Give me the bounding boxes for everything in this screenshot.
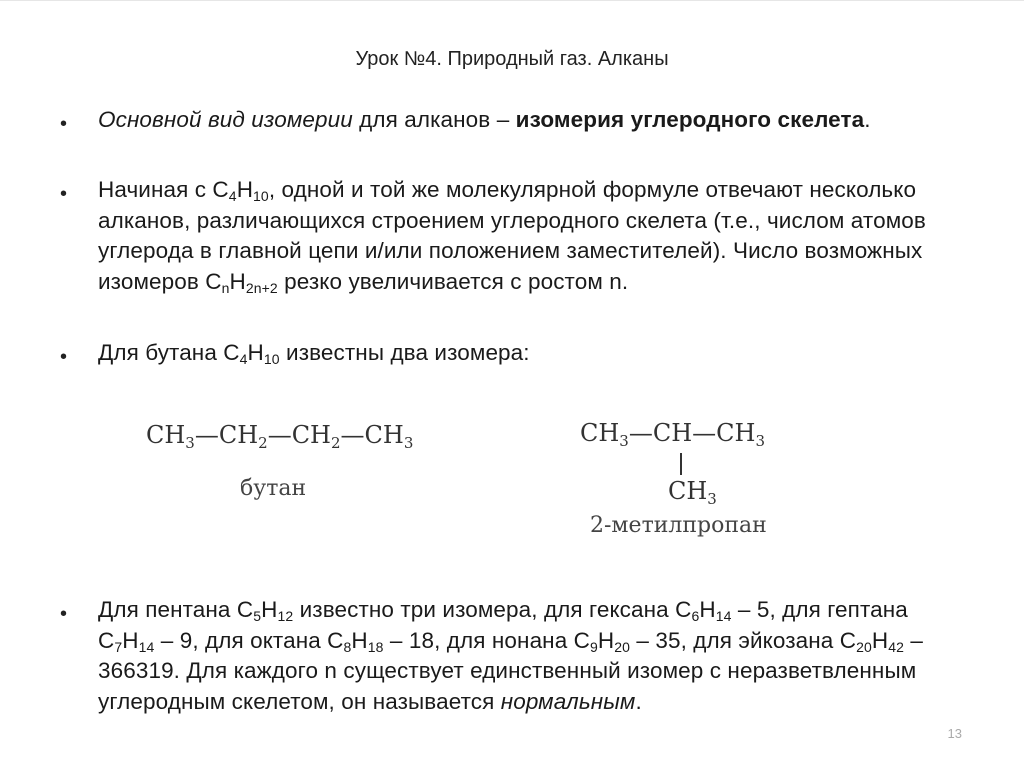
subscript: n (221, 279, 230, 296)
page-number: 13 (947, 726, 962, 741)
isobutane-label: 2-метилпропан (590, 513, 767, 538)
subscript: 18 (367, 638, 384, 655)
subscript: 6 (691, 608, 700, 624)
subscript: 10 (263, 351, 280, 367)
single-bond: — (267, 421, 292, 449)
butane-label: бутан (240, 476, 307, 501)
bullet-paragraph-2 (98, 175, 928, 297)
text-run: для алканов – (352, 107, 516, 132)
text-run: H (236, 177, 254, 202)
single-bond: — (194, 421, 219, 449)
subscript: 12 (277, 608, 294, 624)
subscript: 14 (138, 638, 155, 655)
bullet-marker-4: • (60, 603, 68, 625)
single-bond: — (692, 419, 717, 447)
subscript: 5 (253, 608, 262, 624)
text-run: . (864, 107, 871, 132)
subscript: 20 (856, 638, 872, 655)
ch3-group: CH (364, 421, 404, 449)
text-run: – 366319. Для каждого n существует единственный изомер с неразветвленным углеродным скелетом, он называется (98, 627, 923, 714)
text-run: резко увеличивается с ростом n. (277, 268, 629, 294)
text-run: – 5, для гептана C (98, 597, 908, 653)
subscript: 20 (614, 638, 631, 655)
subscript: 8 (343, 638, 352, 655)
subscript: 7 (114, 638, 123, 655)
bullet-paragraph-1 (98, 105, 928, 136)
isobutane-main-chain (580, 419, 765, 450)
text-run: – 9, для октана C (154, 627, 344, 653)
italic-phrase: Основной вид изомерии (98, 107, 353, 132)
text-run: H (247, 340, 264, 365)
subscript: 10 (253, 188, 269, 204)
ch2-group: CH (218, 421, 259, 449)
ch3-group: CH (668, 477, 708, 505)
subscript: 3 (755, 432, 765, 450)
text-run: H (261, 597, 278, 622)
slide-title: Урок №4. Природный газ. Алканы (355, 48, 669, 70)
single-bond: — (628, 419, 653, 447)
single-bond: — (340, 421, 365, 449)
subscript: 2 (330, 434, 341, 452)
text-run: H (597, 627, 615, 653)
vertical-bond (680, 453, 682, 475)
text-run: известны два изомера: (279, 340, 530, 365)
text-run: , одной и той же молекулярной формуле отвечают несколько алканов, различающихся строением углеродного скелета (т.е., числом атомов углерода в главной цепи и/или положением заместителей). Число возможных изомеров C (98, 177, 926, 294)
text-run: известно три изомера, для гексана C (293, 597, 692, 622)
italic-phrase: нормальным (500, 688, 636, 714)
butane-structural-formula (146, 421, 414, 452)
text-run: – 18, для нонана C (383, 627, 591, 653)
bullet-marker-3: • (60, 346, 68, 368)
slide-top-border (0, 0, 1024, 1)
subscript: 42 (888, 638, 904, 655)
subscript: 9 (590, 638, 598, 655)
text-run: Для бутана C (98, 340, 240, 365)
subscript: 4 (228, 188, 237, 204)
bullet-marker-1: • (60, 113, 68, 135)
ch3-group: CH (146, 421, 186, 449)
subscript: 2n+2 (245, 279, 278, 296)
subscript: 3 (185, 434, 195, 452)
ch-group: CH (652, 419, 693, 447)
ch3-group: CH (580, 419, 620, 447)
text-run: Для пентана C (98, 597, 254, 622)
methyl-branch (668, 477, 717, 508)
text-run: . (635, 688, 642, 714)
text-run: H (351, 627, 368, 653)
subscript: 2 (258, 434, 268, 452)
bullet-marker-2: • (60, 183, 68, 205)
subscript: 3 (707, 490, 717, 508)
ch3-group: CH (716, 419, 756, 447)
bullet-paragraph-4 (98, 595, 928, 717)
text-run: – 35, для эйкозана C (630, 627, 857, 653)
bold-phrase: изомерия углеродного скелета (515, 107, 865, 132)
bullet-paragraph-3 (98, 338, 928, 369)
text-run: H (229, 268, 246, 294)
subscript: 4 (239, 351, 248, 367)
text-run: Начиная с C (98, 177, 229, 202)
text-run: H (871, 627, 889, 653)
text-run: H (122, 627, 139, 653)
subscript: 3 (403, 434, 414, 452)
ch2-group: CH (291, 421, 331, 449)
text-run: H (699, 597, 716, 622)
subscript: 14 (715, 608, 732, 624)
subscript: 3 (619, 432, 629, 450)
